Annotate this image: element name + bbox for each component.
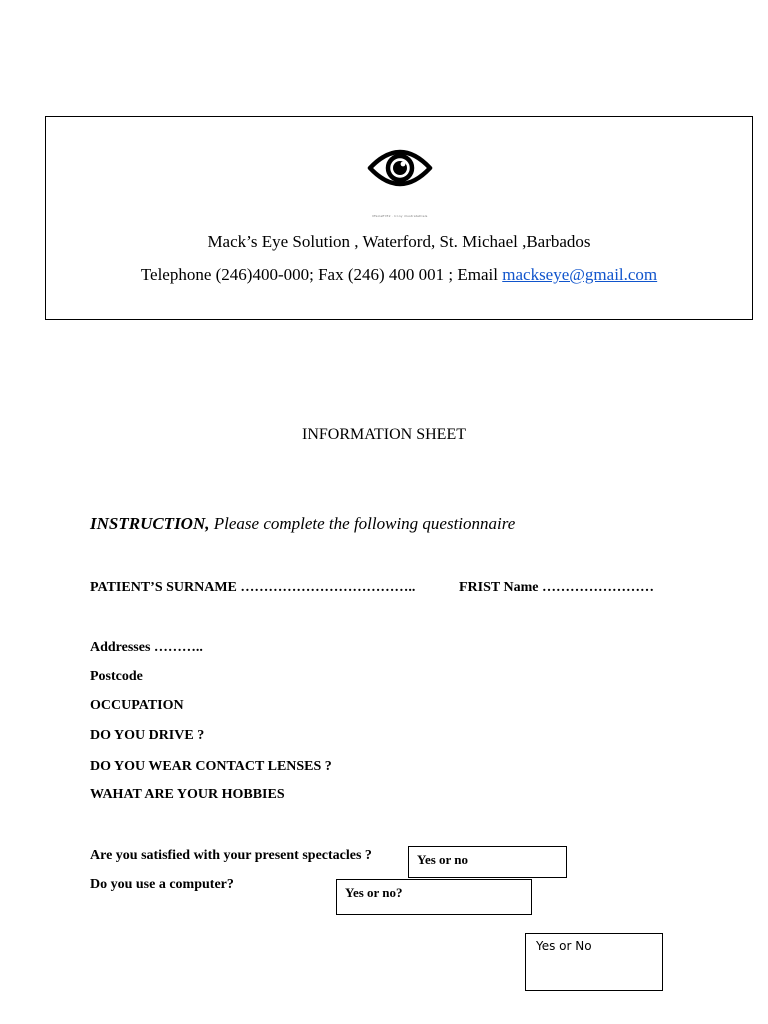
logo-caption: MSoleEYE2 · Irony illustrateDiels [372, 214, 428, 218]
hobbies-question[interactable]: WAHAT ARE YOUR HOBBIES [90, 787, 285, 802]
extra-answer-box[interactable]: Yes or No [525, 933, 663, 991]
email-link[interactable]: mackseye@gmail.com [502, 265, 658, 284]
page-title: INFORMATION SHEET [302, 426, 466, 443]
computer-answer-box[interactable]: Yes or no? [336, 879, 532, 915]
surname-field[interactable]: PATIENT’S SURNAME ……………………………….. [90, 580, 416, 595]
address-field[interactable]: Addresses ……….. [90, 640, 203, 655]
computer-question: Do you use a computer? [90, 877, 234, 892]
contact-lenses-question[interactable]: DO YOU WEAR CONTACT LENSES ? [90, 759, 332, 774]
instruction-text [90, 514, 515, 534]
occupation-field[interactable]: OCCUPATION [90, 698, 184, 713]
contact-text: Telephone (246)400-000; Fax (246) 400 001 ; Email [140, 265, 503, 284]
instruction-label: INSTRUCTION, [90, 514, 210, 533]
contact-line [45, 265, 753, 285]
address-line: Mack’s Eye Solution , Waterford, St. Michael ,Barbados [207, 232, 591, 251]
spectacles-answer-box[interactable]: Yes or no [408, 846, 567, 878]
first-name-field[interactable]: FRIST Name …………………… [459, 580, 654, 595]
instruction-body: Please complete the following questionnaire [209, 514, 516, 533]
eye-icon [352, 128, 448, 220]
spectacles-question: Are you satisfied with your present spectacles ? [90, 848, 372, 863]
drive-question[interactable]: DO YOU DRIVE ? [90, 728, 205, 743]
postcode-field[interactable]: Postcode [90, 669, 143, 684]
